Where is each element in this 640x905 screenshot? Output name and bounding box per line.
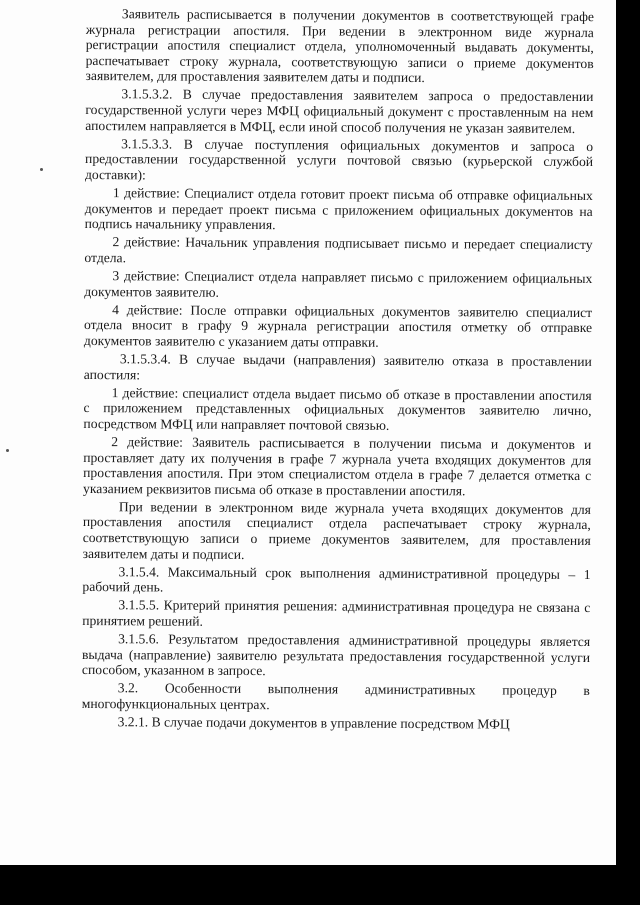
scan-speck bbox=[6, 449, 9, 452]
paragraph: 2 действие: Начальник управления подписывает письмо и передает специалисту отдела. bbox=[84, 234, 593, 266]
paragraph: 3.1.5.3.4. В случае выдачи (направления) заявителю отказа в проставлении апостиля: bbox=[83, 351, 592, 382]
paragraph: 3 действие: Специалист отдела направляет письмо с приложением официальных документов заявителю. bbox=[84, 268, 593, 300]
paragraph: 2 действие: Заявитель расписывается в получении письма и документов и проставляет дату их получения в графе 7 журнала учета входящих документов для проставления апостиля. При этом специалистом отдела в графе 7 делается отметка с указанием реквизитов письма об отказе в проставлении апостиля. bbox=[83, 434, 592, 499]
paragraph: 3.1.5.4. Максимальный срок выполнения административной процедуры – 1 рабочий день. bbox=[82, 563, 591, 595]
paragraph: 3.2.1. В случае подачи документов в управление посредством МФЦ bbox=[117, 714, 510, 732]
paragraph: 4 действие: После отправки официальных документов заявителю специалист отдела вносит в графу 9 журнала регистрации апостиля отметку об отправке документов заявителю с указанием даты отправки. bbox=[83, 301, 593, 350]
paragraph: 3.2. Особенности выполнения административных процедур в многофункциональных центрах. bbox=[81, 680, 590, 713]
paragraph: 3.1.5.6. Результатом предоставления административной процедуры является выдача (направление) заявителю результата предоставления государственной услуги способом, указанном в запросе. bbox=[81, 631, 591, 679]
paragraph: 3.1.5.3.2. В случае предоставления заявителем запроса о предоставлении государственной услуги через МФЦ официальный документ с проставленным на нем апостилем направляется в МФЦ, если иной способ получения не указан заявителем. bbox=[85, 86, 594, 136]
paragraph: 3.1.5.3.3. В случае поступления официальных документов и запроса о предоставлении государственной услуги почтовой связью (курьерской службой доставки): bbox=[84, 135, 594, 183]
document-text bbox=[82, 6, 594, 735]
paragraph: 3.1.5.5. Критерий принятия решения: административная процедура не связана с принятием решений. bbox=[82, 597, 591, 629]
scan-speck bbox=[40, 168, 43, 171]
paragraph: При ведении в электронном виде журнала учета входящих документов для проставления апостиля специалист отдела распечатывает строку журнала, соответствующую записи о приеме документов заявителем, для проставления заявителем даты и подписи. bbox=[82, 499, 591, 562]
paragraph: 1 действие: Специалист отдела готовит проект письма об отправке официальных документов и передает проект письма с приложением официальных документов на подпись начальнику управления. bbox=[84, 185, 593, 233]
paragraph: Заявитель расписывается в получении документов в соответствующей графе журнала регистрации апостиля. При ведении в электронном виде журнала регистрации апостиля специалист отдела, уполномоченный выдавать документы, распечатывает строку журнала, соответствующую записи о приеме документов заявителем, для проставления заявителем даты и подписи. bbox=[85, 6, 594, 86]
paragraph: 1 действие: специалист отдела выдает письмо об отказе в проставлении апостиля с приложением представленных официальных документов заявителю лично, посредством МФЦ или направляет почтовой связью. bbox=[83, 384, 592, 433]
scan-border-right bbox=[616, 0, 640, 905]
scan-border-bottom bbox=[0, 865, 640, 905]
